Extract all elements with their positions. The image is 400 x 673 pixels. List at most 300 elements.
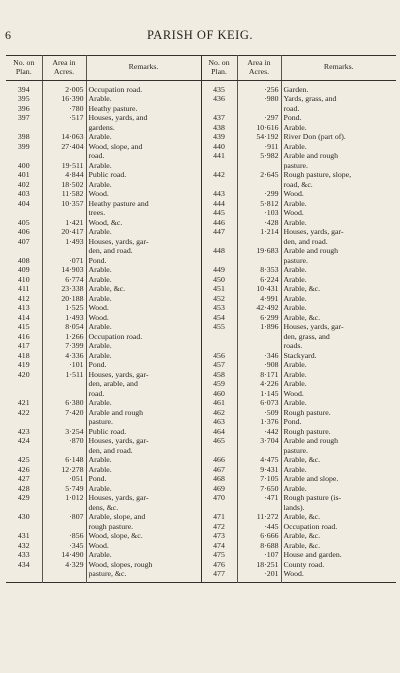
remarks-cell: Rough pasture.	[281, 427, 396, 437]
table-row	[6, 569, 396, 582]
remarks-cell: rough pasture.	[86, 522, 201, 532]
table-row	[6, 199, 396, 209]
area-cell: 20·188	[42, 294, 86, 304]
area-cell: ·201	[237, 569, 281, 582]
remarks-cell: pasture.	[281, 161, 396, 171]
table-row	[6, 142, 396, 152]
plan-number-cell: 457	[201, 360, 237, 370]
remarks-cell: pasture.	[281, 446, 396, 456]
plan-number-cell: 438	[201, 123, 237, 133]
remarks-cell: Wood.	[86, 189, 201, 199]
area-cell: ·908	[237, 360, 281, 370]
remarks-cell: Wood.	[281, 389, 396, 399]
remarks-cell: Arable.	[281, 303, 396, 313]
plan-number-cell: 460	[201, 389, 237, 399]
remarks-cell: Houses, yards, gar-	[86, 370, 201, 380]
plan-number-cell: 434	[17, 559, 30, 569]
area-cell	[237, 446, 281, 456]
area-cell	[42, 208, 86, 218]
area-cell: 10·616	[237, 123, 281, 133]
area-cell: 4·329	[42, 560, 86, 570]
table-row	[6, 218, 396, 228]
remarks-cell: Arable and rough	[86, 408, 201, 418]
plan-number-cell: 431	[17, 531, 30, 541]
area-cell: 8·353	[237, 265, 281, 275]
remarks-cell: Arable.	[86, 398, 201, 408]
table-row	[6, 531, 396, 541]
plan-number-cell	[201, 104, 237, 114]
running-title: PARISH OF KEIG.	[146, 28, 254, 42]
area-cell	[42, 522, 86, 532]
plan-number-cell	[201, 180, 237, 190]
plan-number-cell: 413	[17, 303, 30, 313]
remarks-cell: Occupation road.	[86, 332, 201, 342]
area-cell: 8·171	[237, 370, 281, 380]
table-row	[6, 123, 396, 133]
table-row	[6, 275, 396, 285]
plan-number-cell: 439	[201, 132, 237, 142]
plan-number-cell	[201, 503, 237, 513]
plan-number-cell: 455	[201, 322, 237, 332]
area-cell: 1·511	[42, 370, 86, 380]
remarks-cell: Wood, &c.	[86, 218, 201, 228]
area-cell: ·911	[237, 142, 281, 152]
plan-number-cell: 474	[201, 541, 237, 551]
area-cell	[237, 161, 281, 171]
remarks-cell: Houses, yards, gar-	[281, 322, 396, 332]
area-cell	[237, 503, 281, 513]
area-cell: ·807	[42, 512, 86, 522]
plan-number-cell: 408	[17, 255, 30, 265]
plan-number-cell: 465	[201, 436, 237, 446]
area-cell	[42, 123, 86, 133]
remarks-cell: pasture.	[281, 256, 396, 266]
area-cell	[237, 341, 281, 351]
plan-number-cell: 458	[201, 370, 237, 380]
remarks-cell: Arable.	[86, 294, 201, 304]
area-cell: ·071	[42, 256, 86, 266]
area-cell: 1·145	[237, 389, 281, 399]
plan-number-cell: 456	[201, 351, 237, 361]
plan-number-cell: 450	[201, 275, 237, 285]
area-cell: 4·336	[42, 351, 86, 361]
area-cell: 6·774	[42, 275, 86, 285]
remarks-cell: Houses, yards, and	[86, 113, 201, 123]
table-row	[6, 389, 396, 399]
area-cell: 4·844	[42, 170, 86, 180]
area-cell: ·428	[237, 218, 281, 228]
remarks-cell: Arable.	[281, 218, 396, 228]
area-cell: ·471	[237, 493, 281, 503]
area-cell: 9·431	[237, 465, 281, 475]
remarks-cell: Public road.	[86, 427, 201, 437]
remarks-cell: Houses, yards, gar-	[86, 237, 201, 247]
plan-number-cell	[201, 161, 237, 171]
remarks-cell: Arable, &c.	[281, 455, 396, 465]
plan-number-cell: 421	[17, 398, 30, 408]
plan-number-cell: 407	[17, 236, 30, 246]
area-cell: 14·063	[42, 132, 86, 142]
table-row	[6, 113, 396, 123]
remarks-cell: Arable.	[86, 180, 201, 190]
remarks-cell: road.	[281, 104, 396, 114]
remarks-cell: Arable, &c.	[281, 313, 396, 323]
area-cell: ·101	[42, 360, 86, 370]
area-cell: 12·278	[42, 465, 86, 475]
remarks-cell: Wood.	[86, 303, 201, 313]
area-cell: ·051	[42, 474, 86, 484]
remarks-cell: Arable.	[281, 275, 396, 285]
table-row	[6, 161, 396, 171]
table-body	[6, 80, 396, 582]
plan-number-cell	[201, 341, 237, 351]
plan-number-cell: 440	[201, 142, 237, 152]
plan-number-cell	[6, 446, 42, 456]
plan-number-cell: 399	[17, 141, 30, 151]
remarks-cell: Arable, &c.	[281, 541, 396, 551]
table-row	[6, 246, 396, 256]
area-cell: 19·683	[237, 246, 281, 256]
area-cell	[42, 569, 86, 582]
plan-number-cell: 461	[201, 398, 237, 408]
plan-number-cell: 441	[201, 151, 237, 161]
table-row	[6, 503, 396, 513]
area-cell: 1·012	[42, 493, 86, 503]
table-row	[6, 227, 396, 237]
remarks-cell: Pond.	[86, 360, 201, 370]
remarks-cell: Arable.	[86, 227, 201, 237]
remarks-cell: Wood.	[86, 541, 201, 551]
area-cell: 6·224	[237, 275, 281, 285]
area-cell: 8·054	[42, 322, 86, 332]
remarks-cell: dens, &c.	[86, 503, 201, 513]
area-cell: 6·380	[42, 398, 86, 408]
table-row	[6, 446, 396, 456]
remarks-cell: trees.	[86, 208, 201, 218]
area-cell	[42, 446, 86, 456]
table-row	[6, 379, 396, 389]
plan-number-cell: 414	[17, 312, 30, 322]
table-row	[6, 550, 396, 560]
table-row	[6, 313, 396, 323]
plan-number-cell: 449	[201, 265, 237, 275]
remarks-cell: Arable.	[281, 265, 396, 275]
area-cell: 18·502	[42, 180, 86, 190]
plan-number-cell: 442	[201, 170, 237, 180]
plan-number-cell: 425	[17, 455, 30, 465]
plan-number-cell	[6, 246, 42, 256]
remarks-cell: Arable, &c.	[281, 284, 396, 294]
remarks-cell: gardens.	[86, 123, 201, 133]
remarks-cell: Pond.	[86, 474, 201, 484]
plan-number-cell: 475	[201, 550, 237, 560]
remarks-cell: Arable.	[86, 550, 201, 560]
area-cell: 5·982	[237, 151, 281, 161]
table-row	[6, 465, 396, 475]
remarks-cell: Arable and rough	[281, 246, 396, 256]
area-cell: 8·688	[237, 541, 281, 551]
remarks-cell: Arable, &c.	[281, 531, 396, 541]
remarks-cell: Arable.	[86, 351, 201, 361]
remarks-cell: Arable.	[281, 370, 396, 380]
plan-number-cell: 476	[201, 560, 237, 570]
plan-number-cell: 427	[17, 474, 30, 484]
table-row	[6, 265, 396, 275]
remarks-cell: Wood.	[281, 189, 396, 199]
area-cell: 6·148	[42, 455, 86, 465]
plan-number-cell: 444	[201, 199, 237, 209]
plan-number-cell: 396	[17, 103, 30, 113]
header-area-left: Area in Acres.	[42, 56, 86, 81]
plan-number-cell: 395	[17, 94, 30, 104]
page-number: 6	[5, 28, 11, 42]
area-cell: 20·417	[42, 227, 86, 237]
remarks-cell: Arable.	[281, 123, 396, 133]
table-row	[6, 417, 396, 427]
area-cell: 6·073	[237, 398, 281, 408]
plan-number-cell: 426	[17, 464, 30, 474]
area-cell: 3·704	[237, 436, 281, 446]
area-cell: 10·431	[237, 284, 281, 294]
remarks-cell: Rough pasture, slope,	[281, 170, 396, 180]
plan-number-cell: 418	[17, 350, 30, 360]
plan-number-cell: 417	[17, 341, 30, 351]
plan-number-cell: 467	[201, 465, 237, 475]
plan-areas-table	[6, 55, 396, 583]
plan-number-cell: 409	[17, 265, 30, 275]
remarks-cell: pasture, &c.	[86, 569, 201, 582]
remarks-cell: Houses, yards, gar-	[86, 493, 201, 503]
table-row	[6, 493, 396, 503]
table-row	[6, 208, 396, 218]
plan-number-cell: 477	[201, 569, 237, 582]
area-cell: ·780	[42, 104, 86, 114]
remarks-cell: Rough pasture (is-	[281, 493, 396, 503]
plan-number-cell	[6, 123, 42, 133]
remarks-cell: Arable and rough	[281, 436, 396, 446]
table-row	[6, 104, 396, 114]
area-cell: 18·251	[237, 560, 281, 570]
plan-number-cell: 402	[17, 179, 30, 189]
remarks-cell: Arable.	[86, 94, 201, 104]
remarks-cell: Stackyard.	[281, 351, 396, 361]
area-cell: 1·896	[237, 322, 281, 332]
plan-number-cell: 436	[201, 94, 237, 104]
area-cell: ·442	[237, 427, 281, 437]
plan-number-cell	[201, 446, 237, 456]
remarks-cell: Yards, grass, and	[281, 94, 396, 104]
plan-number-cell: 433	[17, 550, 30, 560]
remarks-cell: Arable.	[281, 398, 396, 408]
area-cell	[42, 151, 86, 161]
area-cell	[237, 256, 281, 266]
remarks-cell: Wood.	[86, 313, 201, 323]
area-cell: 10·357	[42, 199, 86, 209]
plan-number-cell: 397	[17, 113, 30, 123]
area-cell	[237, 332, 281, 342]
table-row	[6, 560, 396, 570]
plan-number-cell: 400	[17, 160, 30, 170]
header-area-right: Area in Acres.	[237, 56, 281, 81]
plan-number-cell: 462	[201, 408, 237, 418]
plan-number-cell: 470	[201, 493, 237, 503]
plan-number-cell: 472	[201, 522, 237, 532]
remarks-cell: road.	[86, 151, 201, 161]
area-cell: ·445	[237, 522, 281, 532]
plan-number-cell: 468	[201, 474, 237, 484]
table-row	[6, 522, 396, 532]
remarks-cell: Arable, slope, and	[86, 512, 201, 522]
area-cell	[42, 503, 86, 513]
area-cell: 2·645	[237, 170, 281, 180]
remarks-cell: Arable.	[86, 484, 201, 494]
area-cell: 16·390	[42, 94, 86, 104]
plan-number-cell: 403	[17, 189, 30, 199]
area-cell: 4·991	[237, 294, 281, 304]
remarks-cell: River Don (part of).	[281, 132, 396, 142]
remarks-cell: County road.	[281, 560, 396, 570]
table-row	[6, 484, 396, 494]
table-row	[6, 256, 396, 266]
remarks-cell: Arable.	[86, 465, 201, 475]
plan-number-cell: 412	[17, 293, 30, 303]
remarks-cell: Arable.	[86, 275, 201, 285]
remarks-cell: Occupation road.	[86, 80, 201, 94]
table-row	[6, 294, 396, 304]
table-row	[6, 332, 396, 342]
remarks-cell: Arable.	[86, 161, 201, 171]
area-cell: 14·903	[42, 265, 86, 275]
table-row	[6, 541, 396, 551]
plan-number-cell	[6, 569, 42, 582]
remarks-cell: Arable.	[281, 199, 396, 209]
area-cell: 6·666	[237, 531, 281, 541]
area-cell: 1·421	[42, 218, 86, 228]
remarks-cell: Arable, &c.	[281, 512, 396, 522]
plan-number-cell	[6, 389, 42, 399]
header-no-on-plan-left: No. on Plan.	[6, 56, 42, 81]
remarks-cell: Wood, slopes, rough	[86, 560, 201, 570]
plan-number-cell: 422	[17, 407, 30, 417]
table-row	[6, 180, 396, 190]
area-cell: 7·420	[42, 408, 86, 418]
area-cell	[237, 237, 281, 247]
table-row	[6, 322, 396, 332]
area-cell: 23·338	[42, 284, 86, 294]
remarks-cell: Arable.	[86, 455, 201, 465]
plan-number-cell: 437	[201, 113, 237, 123]
area-cell: 7·105	[237, 474, 281, 484]
table-row	[6, 170, 396, 180]
area-cell: 19·511	[42, 161, 86, 171]
plan-number-cell	[6, 151, 42, 161]
area-cell: ·299	[237, 189, 281, 199]
table-row	[6, 351, 396, 361]
plan-number-cell: 420	[17, 369, 30, 379]
remarks-cell: Pond.	[281, 113, 396, 123]
plan-number-cell: 401	[17, 170, 30, 180]
table-row	[6, 512, 396, 522]
table-row	[6, 151, 396, 161]
plan-number-cell	[6, 417, 42, 427]
remarks-cell: lands).	[281, 503, 396, 513]
plan-number-cell	[201, 237, 237, 247]
plan-number-cell: 469	[201, 484, 237, 494]
remarks-cell: Houses, yards, gar-	[281, 227, 396, 237]
remarks-cell: Arable.	[281, 484, 396, 494]
plan-number-cell: 406	[17, 227, 30, 237]
area-cell: ·509	[237, 408, 281, 418]
plan-number-cell	[6, 379, 42, 389]
plan-number-cell: 432	[17, 540, 30, 550]
plan-number-cell: 451	[201, 284, 237, 294]
plan-number-cell: 405	[17, 217, 30, 227]
plan-number-cell: 428	[17, 483, 30, 493]
area-cell: ·517	[42, 113, 86, 123]
remarks-cell: Arable.	[86, 265, 201, 275]
header-no-on-plan-right: No. on Plan.	[201, 56, 237, 81]
area-cell: ·346	[237, 351, 281, 361]
remarks-cell: Arable and rough	[281, 151, 396, 161]
plan-number-cell	[201, 332, 237, 342]
plan-number-cell	[6, 208, 42, 218]
area-cell: ·103	[237, 208, 281, 218]
plan-number-cell: 466	[201, 455, 237, 465]
plan-number-cell: 443	[201, 189, 237, 199]
plan-number-cell: 448	[201, 246, 237, 256]
table-row	[6, 436, 396, 446]
table-row	[6, 398, 396, 408]
table-row	[6, 474, 396, 484]
plan-number-cell: 453	[201, 303, 237, 313]
plan-number-cell: 394	[17, 84, 30, 94]
remarks-cell: road.	[86, 389, 201, 399]
plan-number-cell: 473	[201, 531, 237, 541]
remarks-cell: Arable.	[281, 360, 396, 370]
remarks-cell: pasture.	[86, 417, 201, 427]
plan-number-cell: 398	[17, 132, 30, 142]
header-remarks-right: Remarks.	[281, 56, 396, 81]
remarks-cell: Heathy pasture.	[86, 104, 201, 114]
area-cell: 1·525	[42, 303, 86, 313]
area-cell: 2·005	[42, 80, 86, 94]
table-row	[6, 341, 396, 351]
remarks-cell: den, and road.	[86, 446, 201, 456]
plan-number-cell: 452	[201, 294, 237, 304]
remarks-cell: den, grass, and	[281, 332, 396, 342]
area-cell	[42, 417, 86, 427]
area-cell: 42·492	[237, 303, 281, 313]
area-cell: 6·299	[237, 313, 281, 323]
plan-number-cell: 445	[201, 208, 237, 218]
remarks-cell: Pond.	[86, 256, 201, 266]
area-cell: 7·399	[42, 341, 86, 351]
remarks-cell: Arable.	[86, 341, 201, 351]
table-row	[6, 427, 396, 437]
remarks-cell: Arable and slope.	[281, 474, 396, 484]
remarks-cell: Wood.	[281, 569, 396, 582]
area-cell: 4·226	[237, 379, 281, 389]
table-row	[6, 94, 396, 104]
area-cell: 4·475	[237, 455, 281, 465]
remarks-cell: den, and road.	[281, 237, 396, 247]
remarks-cell: Arable.	[281, 465, 396, 475]
remarks-cell: Public road.	[86, 170, 201, 180]
header-remarks-left: Remarks.	[86, 56, 201, 81]
table-row	[6, 132, 396, 142]
remarks-cell: Houses, yards, gar-	[86, 436, 201, 446]
remarks-cell: den, arable, and	[86, 379, 201, 389]
